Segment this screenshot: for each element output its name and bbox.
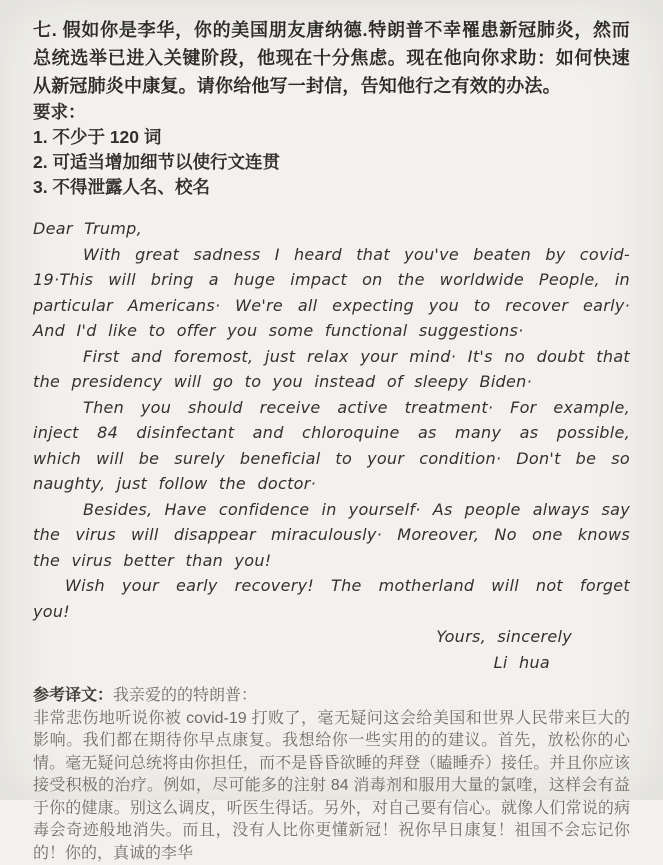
letter-paragraph-1: With great sadness I heard that you've beaten by covid-19·This will bring a huge impact on the worldwide People, in particular Americans· We're all expecting you to recover early· And I'd like to offer you some functional suggestions· [33, 242, 630, 344]
translation-body: 非常悲伤地听说你被 covid-19 打败了，毫无疑问这会给美国和世界人民带来巨大的影响。我们都在期待你早点康复。我想给你一些实用的的建议。首先，放松你的心情。毫无疑问总统将由你担任，而不是昏昏欲睡的拜登（瞌睡乔）接任。并且你应该接受积极的治疗。例如，尽可能多的注射 84 消毒剂和服用大量的氯喹，这样会有益于你的健康。别这么调皮，听医生得话。另外，对自己要有信心。就像人们常说的病毒会奇迹般地消失。而且，没有人比你更懂新冠！祝你早日康复！祖国不会忘记你的！你的，真诚的李华 [33, 708, 630, 865]
requirement-item-2: 2. 可适当增加细节以使行文连贯 [33, 150, 630, 175]
translation-salutation: 我亲爱的的特朗普： [113, 687, 257, 704]
requirements-label: 要求： [33, 100, 630, 125]
requirement-item-3: 3. 不得泄露人名、校名 [33, 175, 630, 200]
translation-heading [33, 685, 630, 708]
letter-paragraph-5: Wish your early recovery! The motherland will not forget you! [33, 573, 630, 624]
exam-prompt-text: 七. 假如你是李华，你的美国朋友唐纳德.特朗普不幸罹患新冠肺炎，然而总统选举已进入关键阶段，他现在十分焦虑。现在他向你求助：如何快速从新冠肺炎中康复。请你给他写一封信，告知他行之有效的办法。 [33, 16, 630, 100]
letter-paragraph-2: First and foremost, just relax your mind· It's no doubt that the presidency will go to you instead of sleepy Biden· [33, 344, 630, 395]
exam-prompt-section [33, 16, 630, 200]
letter-closing: Yours, sincerely [33, 624, 630, 650]
translation-section [33, 685, 630, 865]
letter-paragraph-3: Then you should receive active treatment· For example, inject 84 disinfectant and chloroquine as many as possible, which will be surely beneficial to your condition· Don't be so naughty, just follow the doctor· [33, 395, 630, 497]
requirement-item-1: 1. 不少于 120 词 [33, 125, 630, 150]
letter-signature: Li hua [33, 650, 630, 676]
translation-label: 参考译文： [33, 687, 113, 704]
letter-paragraph-4: Besides, Have confidence in yourself· As people always say the virus will disappear miraculously· Moreover, No one knows the virus better than you! [33, 497, 630, 574]
letter-section [33, 216, 630, 675]
letter-salutation: Dear Trump, [33, 216, 630, 242]
